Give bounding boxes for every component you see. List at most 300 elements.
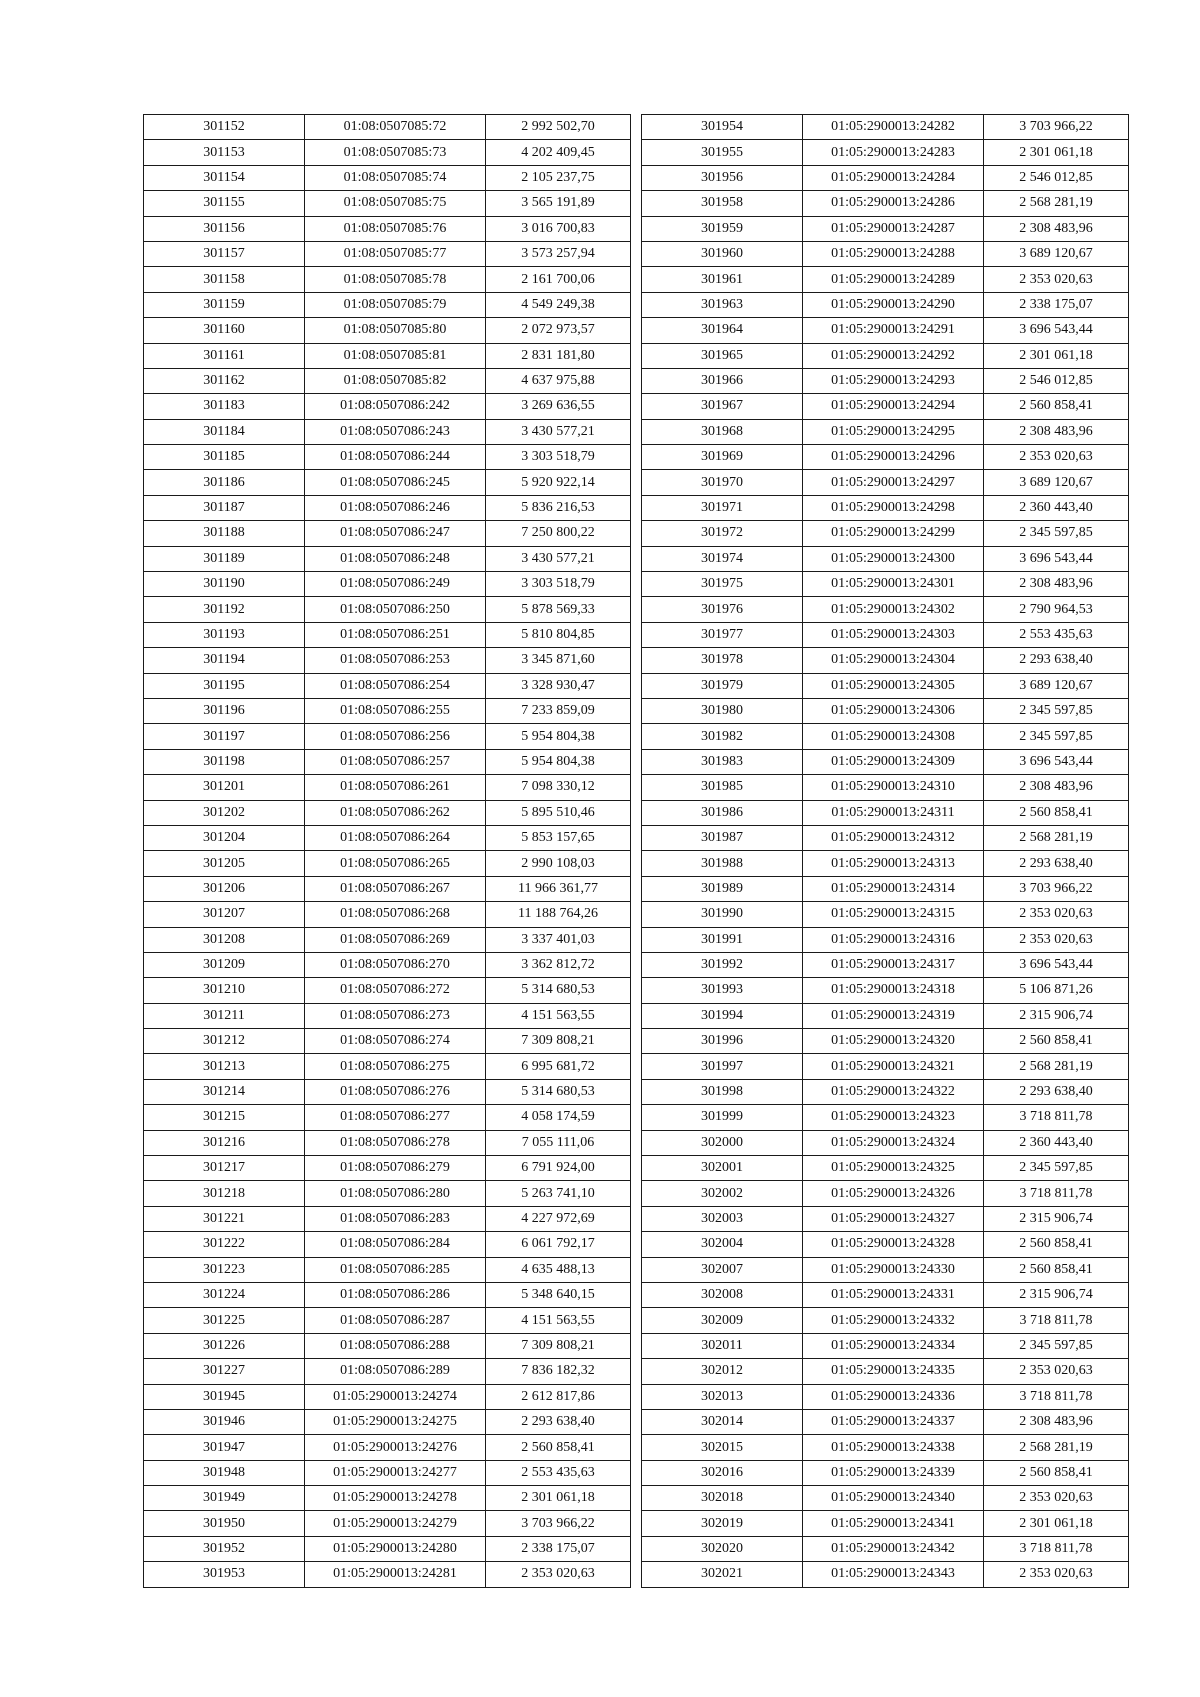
record-number-cell: 301227 — [144, 1359, 305, 1384]
table-row — [642, 394, 1129, 419]
table-row — [144, 724, 631, 749]
cadastral-number-cell: 01:05:2900013:24293 — [803, 368, 984, 393]
record-number-cell: 301161 — [144, 343, 305, 368]
table-row — [642, 1257, 1129, 1282]
record-number-cell: 302007 — [642, 1257, 803, 1282]
value-cell: 2 560 858,41 — [984, 1257, 1129, 1282]
record-number-cell: 301991 — [642, 927, 803, 952]
value-cell: 2 353 020,63 — [984, 267, 1129, 292]
record-number-cell: 301954 — [642, 115, 803, 140]
cadastral-number-cell: 01:05:2900013:24342 — [803, 1536, 984, 1561]
cadastral-number-cell: 01:08:0507086:273 — [305, 1003, 486, 1028]
cadastral-number-cell: 01:05:2900013:24300 — [803, 546, 984, 571]
table-row — [144, 394, 631, 419]
cadastral-number-cell: 01:08:0507085:75 — [305, 191, 486, 216]
record-number-cell: 301154 — [144, 165, 305, 190]
record-number-cell: 301948 — [144, 1460, 305, 1485]
cadastral-number-cell: 01:05:2900013:24296 — [803, 445, 984, 470]
record-number-cell: 301211 — [144, 1003, 305, 1028]
record-number-cell: 301960 — [642, 241, 803, 266]
value-cell: 4 637 975,88 — [486, 368, 631, 393]
table-row — [642, 952, 1129, 977]
cadastral-number-cell: 01:05:2900013:24321 — [803, 1054, 984, 1079]
value-cell: 7 233 859,09 — [486, 698, 631, 723]
value-cell: 2 568 281,19 — [984, 1054, 1129, 1079]
value-cell: 2 161 700,06 — [486, 267, 631, 292]
value-cell: 2 072 973,57 — [486, 318, 631, 343]
value-cell: 2 315 906,74 — [984, 1003, 1129, 1028]
record-number-cell: 301213 — [144, 1054, 305, 1079]
table-row — [642, 241, 1129, 266]
record-number-cell: 301994 — [642, 1003, 803, 1028]
record-number-cell: 301188 — [144, 521, 305, 546]
value-cell: 3 269 636,55 — [486, 394, 631, 419]
cadastral-number-cell: 01:05:2900013:24306 — [803, 698, 984, 723]
value-cell: 2 315 906,74 — [984, 1282, 1129, 1307]
table-row — [642, 749, 1129, 774]
table-row — [144, 1384, 631, 1409]
table-row — [144, 927, 631, 952]
value-cell: 2 353 020,63 — [984, 927, 1129, 952]
cadastral-number-cell: 01:05:2900013:24338 — [803, 1435, 984, 1460]
value-cell: 3 337 401,03 — [486, 927, 631, 952]
table-row — [144, 521, 631, 546]
table-row — [144, 292, 631, 317]
cadastral-number-cell: 01:05:2900013:24311 — [803, 800, 984, 825]
value-cell: 5 810 804,85 — [486, 622, 631, 647]
record-number-cell: 301204 — [144, 825, 305, 850]
record-number-cell: 301964 — [642, 318, 803, 343]
value-cell: 5 954 804,38 — [486, 724, 631, 749]
value-cell: 11 188 764,26 — [486, 902, 631, 927]
cadastral-number-cell: 01:08:0507086:248 — [305, 546, 486, 571]
record-number-cell: 301189 — [144, 546, 305, 571]
record-number-cell: 302013 — [642, 1384, 803, 1409]
cadastral-number-cell: 01:08:0507086:279 — [305, 1156, 486, 1181]
value-cell: 2 293 638,40 — [984, 648, 1129, 673]
record-number-cell: 302002 — [642, 1181, 803, 1206]
table-row — [642, 368, 1129, 393]
table-row — [144, 1181, 631, 1206]
value-cell: 3 303 518,79 — [486, 572, 631, 597]
table-row — [144, 876, 631, 901]
value-cell: 2 345 597,85 — [984, 724, 1129, 749]
record-number-cell: 301977 — [642, 622, 803, 647]
record-number-cell: 301999 — [642, 1105, 803, 1130]
record-number-cell: 301198 — [144, 749, 305, 774]
table-row — [144, 1282, 631, 1307]
table-row — [144, 115, 631, 140]
record-number-cell: 301205 — [144, 851, 305, 876]
cadastral-number-cell: 01:08:0507086:250 — [305, 597, 486, 622]
cadastral-number-cell: 01:08:0507086:270 — [305, 952, 486, 977]
record-number-cell: 302008 — [642, 1282, 803, 1307]
record-number-cell: 302011 — [642, 1333, 803, 1358]
record-number-cell: 301990 — [642, 902, 803, 927]
cadastral-number-cell: 01:08:0507086:247 — [305, 521, 486, 546]
cadastral-number-cell: 01:05:2900013:24340 — [803, 1486, 984, 1511]
cadastral-number-cell: 01:08:0507085:80 — [305, 318, 486, 343]
table-row — [144, 978, 631, 1003]
table-row — [642, 1435, 1129, 1460]
record-number-cell: 301197 — [144, 724, 305, 749]
value-cell: 5 920 922,14 — [486, 470, 631, 495]
cadastral-number-cell: 01:05:2900013:24302 — [803, 597, 984, 622]
record-number-cell: 301949 — [144, 1486, 305, 1511]
cadastral-number-cell: 01:08:0507085:72 — [305, 115, 486, 140]
record-number-cell: 301971 — [642, 495, 803, 520]
value-cell: 3 303 518,79 — [486, 445, 631, 470]
record-number-cell: 301226 — [144, 1333, 305, 1358]
cadastral-number-cell: 01:08:0507086:287 — [305, 1308, 486, 1333]
value-cell: 3 345 871,60 — [486, 648, 631, 673]
cadastral-number-cell: 01:05:2900013:24332 — [803, 1308, 984, 1333]
table-row — [642, 495, 1129, 520]
record-number-cell: 301961 — [642, 267, 803, 292]
record-number-cell: 301160 — [144, 318, 305, 343]
cadastral-number-cell: 01:08:0507086:253 — [305, 648, 486, 673]
value-cell: 3 016 700,83 — [486, 216, 631, 241]
record-number-cell: 301157 — [144, 241, 305, 266]
table-row — [642, 1460, 1129, 1485]
value-cell: 2 560 858,41 — [984, 1029, 1129, 1054]
table-row — [642, 521, 1129, 546]
cadastral-number-cell: 01:08:0507086:255 — [305, 698, 486, 723]
cadastral-number-cell: 01:05:2900013:24295 — [803, 419, 984, 444]
record-number-cell: 301955 — [642, 140, 803, 165]
record-number-cell: 301187 — [144, 495, 305, 520]
value-cell: 2 353 020,63 — [984, 1562, 1129, 1587]
record-number-cell: 301193 — [144, 622, 305, 647]
record-number-cell: 301206 — [144, 876, 305, 901]
record-number-cell: 301979 — [642, 673, 803, 698]
cadastral-number-cell: 01:05:2900013:24316 — [803, 927, 984, 952]
cadastral-number-cell: 01:05:2900013:24337 — [803, 1409, 984, 1434]
cadastral-number-cell: 01:08:0507086:276 — [305, 1079, 486, 1104]
value-cell: 2 308 483,96 — [984, 572, 1129, 597]
cadastral-number-cell: 01:05:2900013:24331 — [803, 1282, 984, 1307]
cadastral-number-cell: 01:05:2900013:24312 — [803, 825, 984, 850]
table-row — [144, 546, 631, 571]
value-cell: 5 314 680,53 — [486, 1079, 631, 1104]
record-number-cell: 301987 — [642, 825, 803, 850]
table-row — [642, 419, 1129, 444]
table-row — [144, 241, 631, 266]
cadastral-number-cell: 01:05:2900013:24287 — [803, 216, 984, 241]
value-cell: 2 315 906,74 — [984, 1206, 1129, 1231]
record-number-cell: 301966 — [642, 368, 803, 393]
table-row — [642, 445, 1129, 470]
value-cell: 2 790 964,53 — [984, 597, 1129, 622]
value-cell: 3 703 966,22 — [984, 115, 1129, 140]
value-cell: 2 990 108,03 — [486, 851, 631, 876]
cadastral-number-cell: 01:08:0507086:284 — [305, 1232, 486, 1257]
value-cell: 4 202 409,45 — [486, 140, 631, 165]
table-row — [144, 1232, 631, 1257]
table-row — [144, 1409, 631, 1434]
value-cell: 3 430 577,21 — [486, 419, 631, 444]
cadastral-number-cell: 01:08:0507085:81 — [305, 343, 486, 368]
cadastral-number-cell: 01:08:0507085:73 — [305, 140, 486, 165]
value-cell: 2 560 858,41 — [984, 1460, 1129, 1485]
value-cell: 7 098 330,12 — [486, 775, 631, 800]
value-cell: 2 308 483,96 — [984, 1409, 1129, 1434]
value-cell: 2 553 435,63 — [984, 622, 1129, 647]
data-table-left — [143, 114, 631, 1588]
cadastral-number-cell: 01:05:2900013:24289 — [803, 267, 984, 292]
table-row — [642, 775, 1129, 800]
cadastral-number-cell: 01:08:0507086:289 — [305, 1359, 486, 1384]
cadastral-number-cell: 01:05:2900013:24324 — [803, 1130, 984, 1155]
value-cell: 7 309 808,21 — [486, 1333, 631, 1358]
record-number-cell: 302001 — [642, 1156, 803, 1181]
table-row — [642, 1282, 1129, 1307]
table-row — [144, 1308, 631, 1333]
cadastral-number-cell: 01:08:0507086:267 — [305, 876, 486, 901]
table-row — [144, 1536, 631, 1561]
table-row — [642, 1003, 1129, 1028]
table-row — [642, 800, 1129, 825]
table-row — [144, 1435, 631, 1460]
cadastral-number-cell: 01:08:0507086:285 — [305, 1257, 486, 1282]
cadastral-number-cell: 01:08:0507086:264 — [305, 825, 486, 850]
record-number-cell: 301196 — [144, 698, 305, 723]
record-number-cell: 302009 — [642, 1308, 803, 1333]
value-cell: 3 718 811,78 — [984, 1181, 1129, 1206]
value-cell: 2 353 020,63 — [984, 1486, 1129, 1511]
table-row — [144, 749, 631, 774]
table-row — [144, 445, 631, 470]
value-cell: 3 573 257,94 — [486, 241, 631, 266]
record-number-cell: 301996 — [642, 1029, 803, 1054]
cadastral-number-cell: 01:05:2900013:24320 — [803, 1029, 984, 1054]
value-cell: 2 345 597,85 — [984, 521, 1129, 546]
record-number-cell: 302014 — [642, 1409, 803, 1434]
cadastral-number-cell: 01:08:0507085:79 — [305, 292, 486, 317]
cadastral-number-cell: 01:08:0507086:278 — [305, 1130, 486, 1155]
cadastral-number-cell: 01:08:0507086:242 — [305, 394, 486, 419]
record-number-cell: 301975 — [642, 572, 803, 597]
value-cell: 5 895 510,46 — [486, 800, 631, 825]
table-row — [642, 851, 1129, 876]
table-row — [144, 1562, 631, 1587]
value-cell: 2 308 483,96 — [984, 216, 1129, 241]
table-row — [642, 292, 1129, 317]
value-cell: 5 954 804,38 — [486, 749, 631, 774]
cadastral-number-cell: 01:05:2900013:24297 — [803, 470, 984, 495]
table-row — [642, 546, 1129, 571]
record-number-cell: 301152 — [144, 115, 305, 140]
table-body — [642, 115, 1129, 1588]
value-cell: 7 055 111,06 — [486, 1130, 631, 1155]
record-number-cell: 302004 — [642, 1232, 803, 1257]
table-body — [144, 115, 631, 1588]
record-number-cell: 301225 — [144, 1308, 305, 1333]
record-number-cell: 302015 — [642, 1435, 803, 1460]
cadastral-number-cell: 01:08:0507086:283 — [305, 1206, 486, 1231]
table-row — [642, 1079, 1129, 1104]
table-row — [642, 648, 1129, 673]
cadastral-number-cell: 01:08:0507086:256 — [305, 724, 486, 749]
table-row — [642, 1156, 1129, 1181]
record-number-cell: 301210 — [144, 978, 305, 1003]
table-row — [144, 1359, 631, 1384]
record-number-cell: 301194 — [144, 648, 305, 673]
table-row — [642, 1384, 1129, 1409]
record-number-cell: 301972 — [642, 521, 803, 546]
table-row — [144, 267, 631, 292]
value-cell: 2 345 597,85 — [984, 1156, 1129, 1181]
cadastral-number-cell: 01:05:2900013:24325 — [803, 1156, 984, 1181]
cadastral-number-cell: 01:08:0507086:286 — [305, 1282, 486, 1307]
value-cell: 2 560 858,41 — [486, 1435, 631, 1460]
cadastral-number-cell: 01:05:2900013:24301 — [803, 572, 984, 597]
record-number-cell: 301218 — [144, 1181, 305, 1206]
record-number-cell: 301965 — [642, 343, 803, 368]
value-cell: 2 560 858,41 — [984, 1232, 1129, 1257]
record-number-cell: 301155 — [144, 191, 305, 216]
value-cell: 2 338 175,07 — [486, 1536, 631, 1561]
record-number-cell: 302019 — [642, 1511, 803, 1536]
cadastral-number-cell: 01:08:0507086:280 — [305, 1181, 486, 1206]
value-cell: 2 308 483,96 — [984, 419, 1129, 444]
cadastral-number-cell: 01:05:2900013:24284 — [803, 165, 984, 190]
table-row — [642, 876, 1129, 901]
record-number-cell: 301980 — [642, 698, 803, 723]
record-number-cell: 301185 — [144, 445, 305, 470]
table-row — [144, 1460, 631, 1485]
value-cell: 4 227 972,69 — [486, 1206, 631, 1231]
table-row — [642, 1232, 1129, 1257]
value-cell: 4 058 174,59 — [486, 1105, 631, 1130]
cadastral-number-cell: 01:05:2900013:24322 — [803, 1079, 984, 1104]
value-cell: 2 293 638,40 — [486, 1409, 631, 1434]
table-row — [642, 267, 1129, 292]
table-row — [144, 902, 631, 927]
record-number-cell: 301184 — [144, 419, 305, 444]
value-cell: 7 309 808,21 — [486, 1029, 631, 1054]
cadastral-number-cell: 01:05:2900013:24315 — [803, 902, 984, 927]
record-number-cell: 301192 — [144, 597, 305, 622]
value-cell: 3 689 120,67 — [984, 241, 1129, 266]
record-number-cell: 301186 — [144, 470, 305, 495]
table-row — [144, 343, 631, 368]
cadastral-number-cell: 01:05:2900013:24308 — [803, 724, 984, 749]
value-cell: 6 995 681,72 — [486, 1054, 631, 1079]
cadastral-number-cell: 01:08:0507085:76 — [305, 216, 486, 241]
value-cell: 3 328 930,47 — [486, 673, 631, 698]
table-row — [144, 1333, 631, 1358]
record-number-cell: 301997 — [642, 1054, 803, 1079]
table-row — [144, 191, 631, 216]
value-cell: 4 549 249,38 — [486, 292, 631, 317]
cadastral-number-cell: 01:08:0507086:262 — [305, 800, 486, 825]
table-row — [642, 902, 1129, 927]
table-row — [144, 698, 631, 723]
record-number-cell: 301993 — [642, 978, 803, 1003]
value-cell: 2 546 012,85 — [984, 368, 1129, 393]
table-row — [642, 115, 1129, 140]
record-number-cell: 301950 — [144, 1511, 305, 1536]
cadastral-number-cell: 01:05:2900013:24278 — [305, 1486, 486, 1511]
cadastral-number-cell: 01:05:2900013:24314 — [803, 876, 984, 901]
cadastral-number-cell: 01:05:2900013:24304 — [803, 648, 984, 673]
value-cell: 3 696 543,44 — [984, 546, 1129, 571]
record-number-cell: 301988 — [642, 851, 803, 876]
record-number-cell: 301156 — [144, 216, 305, 241]
record-number-cell: 302016 — [642, 1460, 803, 1485]
table-row — [642, 927, 1129, 952]
record-number-cell: 301223 — [144, 1257, 305, 1282]
value-cell: 2 353 020,63 — [486, 1562, 631, 1587]
cadastral-number-cell: 01:05:2900013:24275 — [305, 1409, 486, 1434]
cadastral-number-cell: 01:05:2900013:24339 — [803, 1460, 984, 1485]
value-cell: 2 338 175,07 — [984, 292, 1129, 317]
table-row — [144, 419, 631, 444]
value-cell: 2 301 061,18 — [984, 140, 1129, 165]
record-number-cell: 301969 — [642, 445, 803, 470]
value-cell: 3 718 811,78 — [984, 1384, 1129, 1409]
cadastral-number-cell: 01:08:0507086:244 — [305, 445, 486, 470]
table-row — [642, 1562, 1129, 1587]
value-cell: 5 314 680,53 — [486, 978, 631, 1003]
cadastral-number-cell: 01:05:2900013:24277 — [305, 1460, 486, 1485]
value-cell: 2 105 237,75 — [486, 165, 631, 190]
record-number-cell: 301195 — [144, 673, 305, 698]
cadastral-number-cell: 01:08:0507086:275 — [305, 1054, 486, 1079]
table-row — [642, 1333, 1129, 1358]
cadastral-number-cell: 01:08:0507086:265 — [305, 851, 486, 876]
table-row — [642, 673, 1129, 698]
record-number-cell: 301976 — [642, 597, 803, 622]
table-row — [144, 775, 631, 800]
record-number-cell: 301158 — [144, 267, 305, 292]
value-cell: 3 718 811,78 — [984, 1105, 1129, 1130]
value-cell: 2 831 181,80 — [486, 343, 631, 368]
record-number-cell: 301945 — [144, 1384, 305, 1409]
cadastral-number-cell: 01:08:0507086:274 — [305, 1029, 486, 1054]
table-row — [144, 1206, 631, 1231]
record-number-cell: 301217 — [144, 1156, 305, 1181]
value-cell: 7 250 800,22 — [486, 521, 631, 546]
table-row — [144, 140, 631, 165]
record-number-cell: 301201 — [144, 775, 305, 800]
cadastral-number-cell: 01:08:0507086:277 — [305, 1105, 486, 1130]
cadastral-number-cell: 01:05:2900013:24330 — [803, 1257, 984, 1282]
value-cell: 2 345 597,85 — [984, 698, 1129, 723]
value-cell: 2 546 012,85 — [984, 165, 1129, 190]
value-cell: 3 703 966,22 — [486, 1511, 631, 1536]
table-row — [144, 825, 631, 850]
value-cell: 4 151 563,55 — [486, 1003, 631, 1028]
value-cell: 3 689 120,67 — [984, 673, 1129, 698]
cadastral-number-cell: 01:05:2900013:24341 — [803, 1511, 984, 1536]
table-row — [642, 1130, 1129, 1155]
table-row — [642, 191, 1129, 216]
cadastral-number-cell: 01:05:2900013:24279 — [305, 1511, 486, 1536]
record-number-cell: 301958 — [642, 191, 803, 216]
value-cell: 2 568 281,19 — [984, 1435, 1129, 1460]
cadastral-number-cell: 01:05:2900013:24317 — [803, 952, 984, 977]
cadastral-number-cell: 01:08:0507086:269 — [305, 927, 486, 952]
value-cell: 2 293 638,40 — [984, 851, 1129, 876]
cadastral-number-cell: 01:05:2900013:24327 — [803, 1206, 984, 1231]
record-number-cell: 301190 — [144, 572, 305, 597]
record-number-cell: 301959 — [642, 216, 803, 241]
table-row — [642, 978, 1129, 1003]
value-cell: 2 301 061,18 — [984, 1511, 1129, 1536]
cadastral-number-cell: 01:05:2900013:24274 — [305, 1384, 486, 1409]
